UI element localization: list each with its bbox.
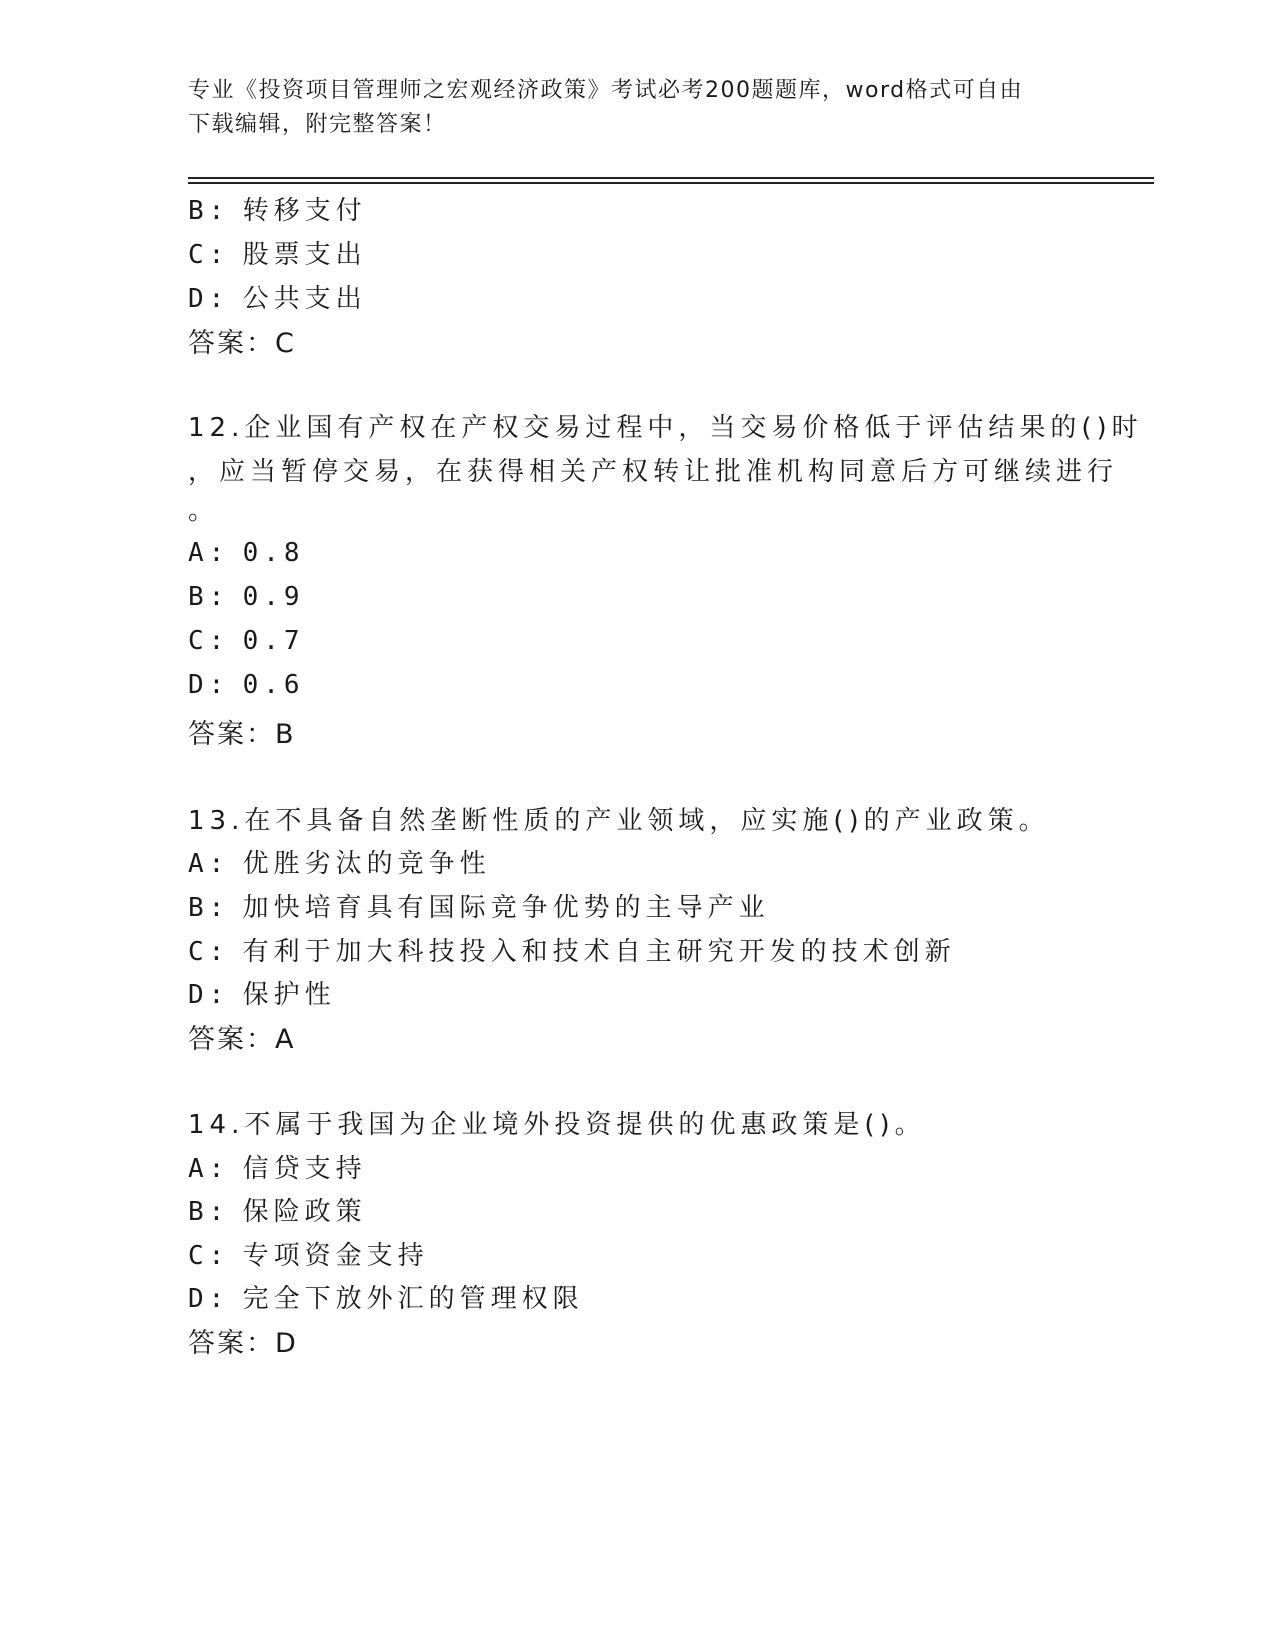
q11-option-d: D: 公共支出	[188, 284, 367, 314]
q12-stem-line-1: 12.企业国有产权在产权交易过程中，当交易价格低于评估结果的()时	[188, 413, 1143, 443]
q12-option-d: D: 0.6	[188, 670, 305, 700]
q14-answer: 答案：D	[188, 1328, 298, 1359]
q14-stem-line-1: 14.不属于我国为企业境外投资提供的优惠政策是()。	[188, 1110, 926, 1140]
q12-answer: 答案：B	[188, 719, 296, 750]
q12-option-c: C: 0.7	[188, 626, 305, 656]
q14-option-b: B: 保险政策	[188, 1197, 367, 1227]
q13-answer: 答案：A	[188, 1024, 296, 1055]
header-divider-top	[188, 177, 1154, 179]
q14-option-d: D: 完全下放外汇的管理权限	[188, 1284, 584, 1314]
q13-option-c: C: 有利于加大科技投入和技术自主研究开发的技术创新	[188, 937, 956, 967]
header-divider-bottom	[188, 182, 1154, 184]
q13-stem-line-1: 13.在不具备自然垄断性质的产业领域，应实施()的产业政策。	[188, 806, 1050, 836]
header-line-2: 下载编辑，附完整答案！	[188, 112, 447, 137]
q13-option-d: D: 保护性	[188, 980, 336, 1010]
q11-option-c: C: 股票支出	[188, 240, 367, 270]
q14-option-c: C: 专项资金支持	[188, 1241, 429, 1271]
q14-option-a: A: 信贷支持	[188, 1154, 367, 1184]
header-line-1: 专业《投资项目管理师之宏观经济政策》考试必考200题题库，word格式可自由	[188, 78, 1024, 103]
q13-option-a: A: 优胜劣汰的竞争性	[188, 849, 491, 879]
q12-stem-line-3: 。	[188, 496, 220, 526]
q12-option-a: A: 0.8	[188, 538, 305, 568]
q12-stem-line-2: ，应当暂停交易，在获得相关产权转让批准机构同意后方可继续进行	[188, 457, 1119, 487]
q11-answer: 答案：C	[188, 328, 296, 359]
q12-option-b: B: 0.9	[188, 582, 305, 612]
q13-option-b: B: 加快培育具有国际竞争优势的主导产业	[188, 893, 770, 923]
q11-option-b: B: 转移支付	[188, 196, 367, 226]
document-header	[188, 74, 1078, 142]
